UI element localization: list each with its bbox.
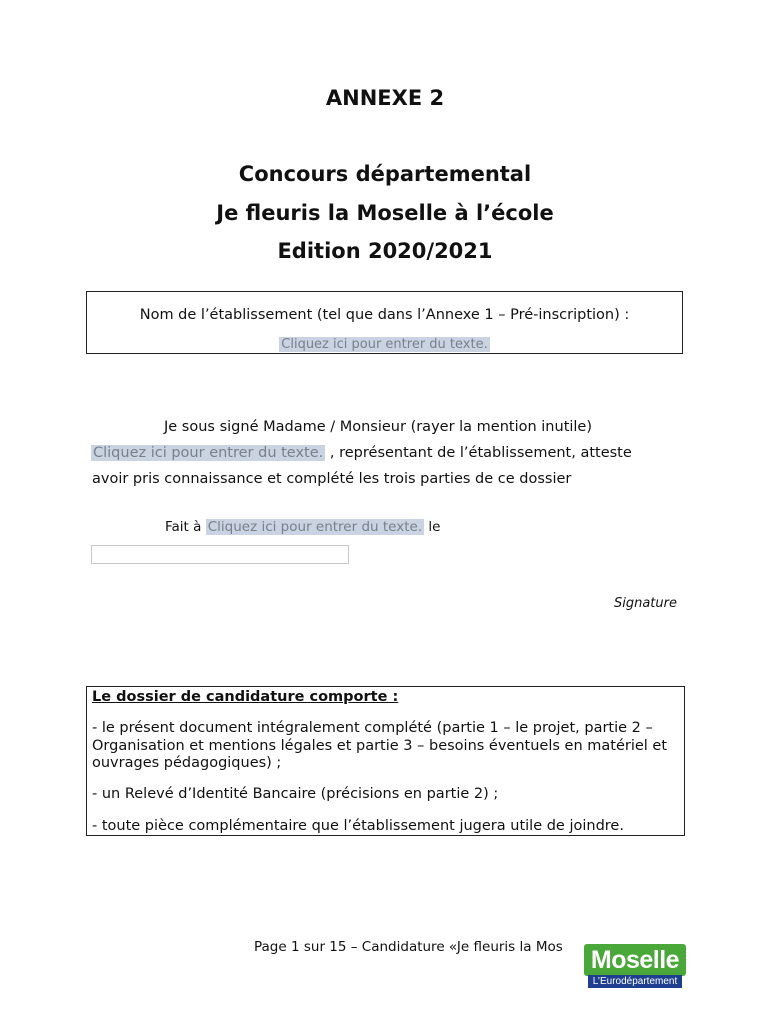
dossier-box — [86, 686, 685, 836]
contest-title-line1: Concours départemental — [238, 162, 532, 186]
etablissement-box — [86, 291, 683, 354]
dossier-item-2: - un Relevé d’Identité Bancaire (précisions en partie 2) ; — [92, 786, 499, 802]
attestation-line2 — [91, 445, 632, 461]
representant-name-field[interactable]: Cliquez ici pour entrer du texte. — [93, 445, 324, 461]
signature-label: Signature — [613, 596, 677, 611]
dossier-item-3: - toute pièce complémentaire que l’établissement jugera utile de joindre. — [92, 818, 624, 834]
attestation-line1: Je sous signé Madame / Monsieur (rayer la mention inutile) — [164, 419, 593, 435]
fait-prefix: Fait à — [165, 519, 202, 535]
page-footer: Page 1 sur 15 – Candidature «Je fleuris la Mos — [254, 939, 563, 955]
contest-title-line3: Edition 2020/2021 — [277, 239, 493, 263]
fait-line — [165, 519, 440, 535]
attestation-line2-text: , représentant de l’établissement, atteste — [329, 445, 632, 461]
date-field[interactable] — [91, 545, 349, 564]
dossier-item-1: - le présent document intégralement complété (partie 1 – le projet, partie 2 – Organisation et mentions légales et partie 3 – besoins éventuels en matériel et ouvrages pédagogiques) ; — [92, 720, 668, 771]
fait-suffix: le — [428, 519, 441, 535]
moselle-logo-tagline: L’Eurodépartement — [588, 975, 682, 988]
moselle-logo — [584, 944, 686, 989]
etablissement-label: Nom de l’établissement (tel que dans l’Annexe 1 – Pré-inscription) : — [139, 307, 630, 323]
contest-title-line2: Je fleuris la Moselle à l’école — [216, 201, 554, 225]
etablissement-field[interactable]: Cliquez ici pour entrer du texte. — [281, 337, 488, 352]
moselle-logo-name: Moselle — [584, 944, 686, 976]
attestation-line3: avoir pris connaissance et complété les trois parties de ce dossier — [92, 471, 572, 487]
annexe-title: ANNEXE 2 — [325, 86, 445, 110]
dossier-heading: Le dossier de candidature comporte : — [92, 689, 399, 705]
fait-lieu-field[interactable]: Cliquez ici pour entrer du texte. — [207, 519, 423, 535]
